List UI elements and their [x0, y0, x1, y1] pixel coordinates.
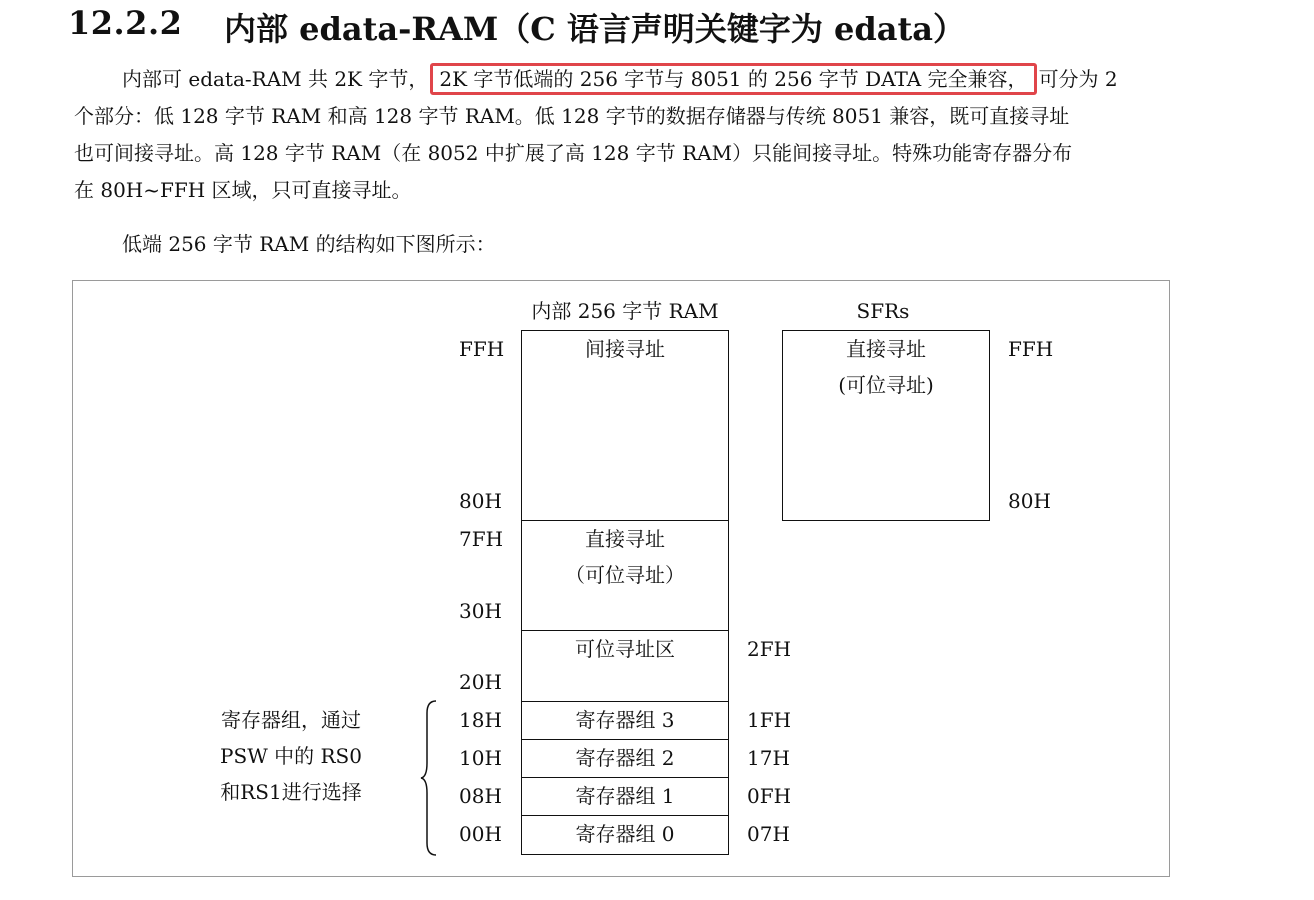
paragraph-line-3: 也可间接寻址。高 128 字节 RAM（在 8052 中扩展了高 128 字节 RAM）只能间接寻址。特殊功能寄存器分布 — [74, 141, 1073, 165]
ram-block-direct — [521, 520, 729, 631]
ram-address-ffh: FFH — [459, 337, 505, 361]
paragraph-line-4: 在 80H~FFH 区域，只可直接寻址。 — [74, 178, 412, 202]
ram-block-indirect-label: 间接寻址 — [585, 337, 665, 361]
ram-address-7fh: 7FH — [459, 527, 504, 551]
intro-text: 内部可 edata-RAM 共 2K 字节， — [122, 67, 429, 91]
ram-block-bank0 — [521, 815, 729, 855]
ram-address-18h: 18H — [459, 708, 502, 732]
ram-address-10h: 10H — [459, 746, 502, 770]
ram-address-07h: 07H — [747, 822, 790, 846]
ram-block-bit-area — [521, 630, 729, 702]
bank-note-line-3: 和RS1进行选择 — [220, 780, 362, 804]
sfr-address-ffh: FFH — [1008, 337, 1054, 361]
ram-address-20h: 20H — [459, 670, 502, 694]
bank-note-line-1: 寄存器组，通过 — [221, 708, 361, 732]
intro-paragraph — [74, 61, 1184, 209]
ram-address-1fh: 1FH — [747, 708, 792, 732]
paragraph-line-2: 个部分：低 128 字节 RAM 和高 128 字节 RAM。低 128 字节的数据存储器与传统 8051 兼容，既可直接寻址 — [74, 104, 1070, 128]
ram-block-bank2-label: 寄存器组 2 — [575, 746, 675, 770]
ram-block-bank2 — [521, 739, 729, 778]
highlighted-sentence: 2K 字节低端的 256 字节与 8051 的 256 字节 DATA 完全兼容， — [430, 63, 1036, 95]
sfr-block-label-2: (可位寻址) — [838, 373, 934, 397]
sfr-title: SFRs — [856, 299, 910, 323]
ram-structure-diagram — [72, 280, 1170, 877]
section-title: 内部 edata-RAM（C 语言声明关键字为 edata） — [224, 10, 965, 48]
ram-address-30h: 30H — [459, 599, 502, 623]
ram-title: 内部 256 字节 RAM — [531, 299, 719, 323]
bank-note-line-2: PSW 中的 RS0 — [220, 744, 362, 768]
ram-address-17h: 17H — [747, 746, 790, 770]
structure-caption: 低端 256 字节 RAM 的结构如下图所示： — [122, 232, 496, 256]
sfr-block-label-1: 直接寻址 — [846, 337, 926, 361]
curly-brace-icon — [419, 699, 439, 857]
sfr-address-80h: 80H — [1008, 489, 1051, 513]
ram-block-bit-area-label: 可位寻址区 — [575, 637, 675, 661]
section-number: 12.2.2 — [68, 4, 183, 42]
ram-block-indirect — [521, 330, 729, 521]
ram-block-bank0-label: 寄存器组 0 — [575, 822, 675, 846]
ram-block-bank1-label: 寄存器组 1 — [575, 784, 675, 808]
ram-block-bank3-label: 寄存器组 3 — [575, 708, 675, 732]
ram-address-0fh: 0FH — [747, 784, 792, 808]
sfr-block — [782, 330, 990, 521]
ram-block-direct-label: 直接寻址 — [585, 527, 665, 551]
ram-block-bank3 — [521, 701, 729, 740]
line1-end-text: 可分为 2 — [1038, 67, 1118, 91]
ram-address-80h: 80H — [459, 489, 502, 513]
ram-address-00h: 00H — [459, 822, 502, 846]
ram-block-bank1 — [521, 777, 729, 816]
paragraph-line-1 — [74, 61, 1184, 98]
ram-address-08h: 08H — [459, 784, 502, 808]
ram-address-2fh: 2FH — [747, 637, 792, 661]
ram-block-direct-bit-label: （可位寻址） — [565, 563, 685, 587]
